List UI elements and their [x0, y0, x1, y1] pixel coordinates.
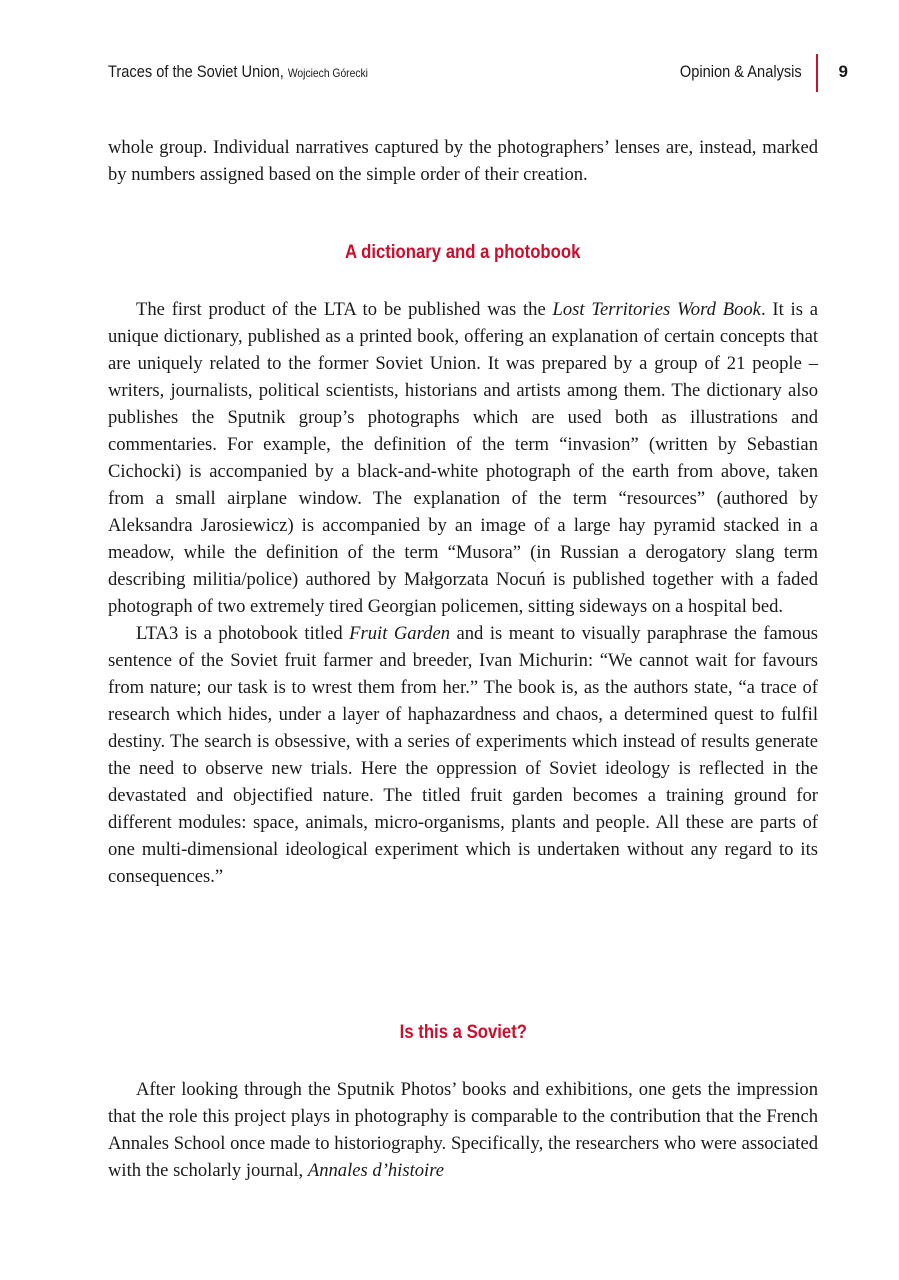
paragraph: The first product of the LTA to be published was the Lost Territories Word Book. It is a unique dictionary, published as a printed book, offering an explanation of certain concepts that are uniquely related to the former Soviet Union. It was prepared by a group of 21 people – writers, journalists, political scientists, historians and artists among them. The dictionary also publishes the Sputnik group’s photographs which are used both as illustrations and commentaries. For example, the definition of the term “invasion” (written by Sebastian Cichocki) is accompanied by a black-and-white photograph of the earth from above, taken from a small airplane window. The explanation of the term “resources” (authored by Aleksandra Jarosiewicz) is accompanied by an image of a large hay pyramid stacked in a meadow, while the definition of the term “Musora” (in Russian a derogatory slang term describing militia/police) authored by Małgorzata Nocuń is published together with a faded photograph of two extremely tired Georgian policemen, sitting sideways on a hospital bed. [108, 299, 818, 617]
section-body [108, 1076, 818, 1184]
header-article-title: Traces of the Soviet Union, [108, 62, 284, 81]
book-title: Lost Territories Word Book [552, 299, 761, 320]
journal-title: Annales d’histoire [307, 1160, 445, 1181]
header-divider [816, 54, 818, 92]
section-heading: A dictionary and a photobook [345, 242, 581, 263]
section-body [108, 296, 818, 890]
running-header [108, 62, 848, 94]
paragraph: whole group. Individual narratives captured by the photographers’ lenses are, instead, marked by numbers assigned based on the simple order of their creation. [108, 137, 818, 185]
header-section: Opinion & Analysis [680, 62, 802, 81]
section-heading: Is this a Soviet? [399, 1022, 527, 1043]
header-author: Wojciech Górecki [287, 66, 368, 80]
book-title: Fruit Garden [349, 623, 450, 644]
paragraph: LTA3 is a photobook titled Fruit Garden and is meant to visually paraphrase the famous sentence of the Soviet fruit farmer and breeder, Ivan Michurin: “We cannot wait for favours from nature; our task is to wrest them from her.” The book is, as the authors state, “a trace of research which hides, under a layer of haphazardness and chaos, a determined quest to fulfil destiny. The search is obsessive, with a series of experiments which instead of results generate the need to observe new trials. Here the oppression of Soviet ideology is reflected in the devastated and objectified nature. The titled fruit garden becomes a training ground for different modules: space, animals, micro-organisms, plants and people. All these are parts of one multi-dimensional ideological experiment which is undertaken without any regard to its consequences.” [108, 623, 818, 887]
intro-text [108, 134, 818, 188]
page-number: 9 [838, 62, 848, 81]
header-title [108, 62, 368, 82]
paragraph: After looking through the Sputnik Photos’ books and exhibitions, one gets the impression that the role this project plays in photography is comparable to the contribution that the French Annales School once made to historiography. Specifically, the researchers who were associated with the scholarly journal, Annales d’histoire [108, 1079, 818, 1181]
